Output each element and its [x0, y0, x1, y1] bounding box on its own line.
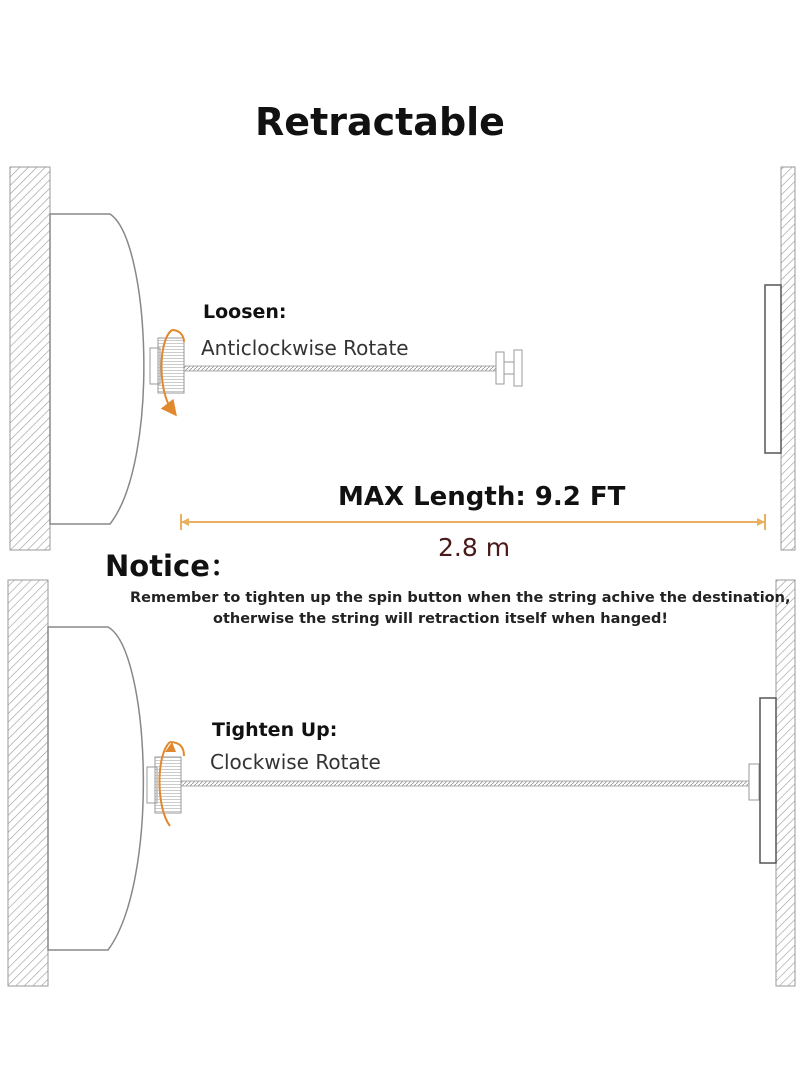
bottom-scene: [8, 580, 795, 986]
left-wall-bottom: [8, 580, 48, 986]
housing-bottom: [48, 627, 143, 950]
tighten-instruction: Clockwise Rotate: [210, 750, 381, 774]
receiver-plate-top: [765, 285, 781, 453]
loosen-label: Loosen:: [203, 301, 287, 323]
cable-bottom: [181, 781, 749, 786]
cable-hook-top: [496, 350, 522, 386]
right-wall-top: [781, 167, 795, 550]
max-length-metric: 2.8 m: [438, 533, 511, 562]
loosen-instruction: Anticlockwise Rotate: [201, 336, 409, 360]
tighten-label: Tighten Up:: [212, 719, 338, 741]
right-wall-bottom: [776, 580, 795, 986]
notice-title: Notice：: [105, 549, 239, 583]
page-title: Retractable: [255, 100, 505, 144]
notice-text-line2: otherwise the string will retraction itself when hanged!: [213, 611, 668, 627]
notice-text-line1: Remember to tighten up the spin button when the string achive the destination,: [130, 590, 791, 606]
dimension-line: [181, 514, 765, 530]
housing-top: [50, 214, 144, 524]
max-length-label: MAX Length: 9.2 FT: [338, 482, 626, 512]
cable-end-bottom: [749, 764, 759, 800]
receiver-plate-bottom: [760, 698, 776, 863]
left-wall-top: [10, 167, 50, 550]
cable-top: [184, 366, 496, 371]
